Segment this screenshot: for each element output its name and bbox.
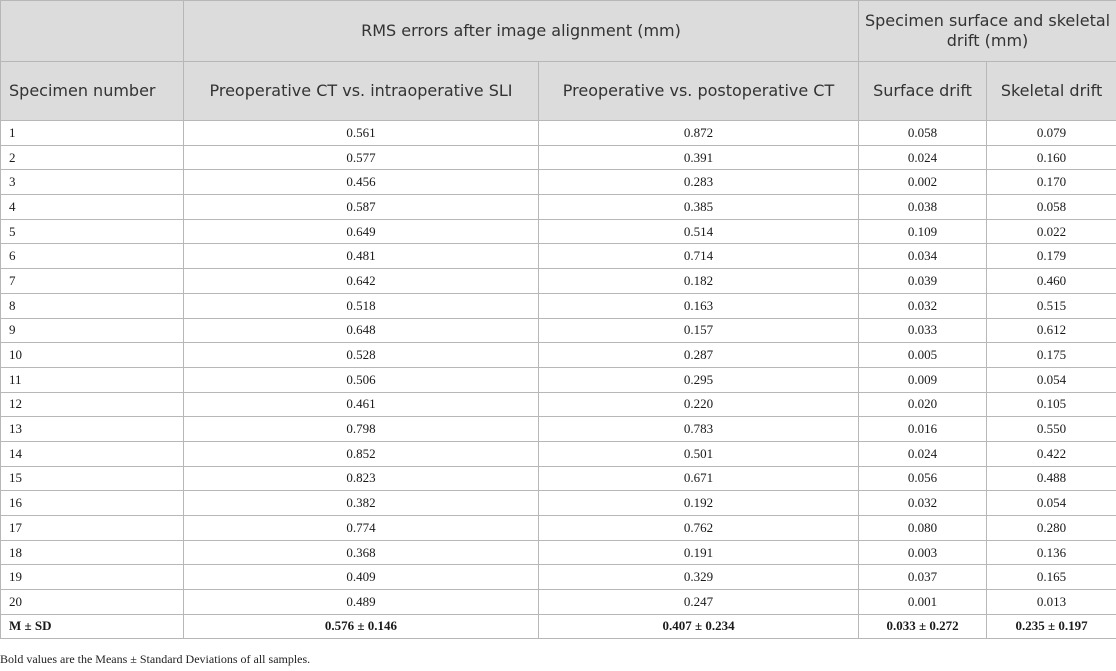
specimen-number-cell: 16 — [1, 491, 184, 516]
summary-specimen-number-cell: M ± SD — [1, 614, 184, 638]
pre-post-ct-cell: 0.287 — [539, 343, 859, 368]
surface-drift-cell: 0.033 — [859, 318, 987, 343]
pre-post-ct-cell: 0.163 — [539, 293, 859, 318]
group-header-drift: Specimen surface and skeletal drift (mm) — [859, 1, 1116, 62]
skeletal-drift-cell: 0.105 — [987, 392, 1116, 417]
table-row — [1, 441, 1116, 466]
specimen-number-cell: 9 — [1, 318, 184, 343]
surface-drift-cell: 0.109 — [859, 219, 987, 244]
pre-ct-sli-cell: 0.852 — [184, 441, 539, 466]
pre-ct-sli-cell: 0.642 — [184, 269, 539, 294]
specimen-number-cell: 12 — [1, 392, 184, 417]
skeletal-drift-cell: 0.179 — [987, 244, 1116, 269]
specimen-number-cell: 15 — [1, 466, 184, 491]
specimen-number-cell: 18 — [1, 540, 184, 565]
pre-ct-sli-cell: 0.518 — [184, 293, 539, 318]
pre-post-ct-cell: 0.192 — [539, 491, 859, 516]
column-header-row — [1, 62, 1116, 121]
table-footnote: Bold values are the Means ± Standard Deviations of all samples. — [0, 652, 311, 666]
specimen-number-cell: 7 — [1, 269, 184, 294]
pre-ct-sli-cell: 0.368 — [184, 540, 539, 565]
skeletal-drift-cell: 0.488 — [987, 466, 1116, 491]
surface-drift-cell: 0.016 — [859, 417, 987, 442]
table-row — [1, 195, 1116, 220]
surface-drift-cell: 0.024 — [859, 145, 987, 170]
surface-drift-cell: 0.003 — [859, 540, 987, 565]
pre-post-ct-cell: 0.191 — [539, 540, 859, 565]
pre-post-ct-cell: 0.762 — [539, 516, 859, 541]
pre-post-ct-cell: 0.714 — [539, 244, 859, 269]
specimen-number-cell: 2 — [1, 145, 184, 170]
pre-post-ct-cell: 0.295 — [539, 367, 859, 392]
summary-skeletal-drift-cell: 0.235 ± 0.197 — [987, 614, 1116, 638]
specimen-number-cell: 19 — [1, 565, 184, 590]
specimen-number-cell: 6 — [1, 244, 184, 269]
column-header-pre-ct-sli: Preoperative CT vs. intraoperative SLI — [184, 62, 539, 121]
pre-ct-sli-cell: 0.587 — [184, 195, 539, 220]
pre-ct-sli-cell: 0.456 — [184, 170, 539, 195]
pre-post-ct-cell: 0.157 — [539, 318, 859, 343]
pre-ct-sli-cell: 0.561 — [184, 121, 539, 146]
pre-post-ct-cell: 0.501 — [539, 441, 859, 466]
pre-ct-sli-cell: 0.577 — [184, 145, 539, 170]
specimen-number-cell: 11 — [1, 367, 184, 392]
table-row — [1, 491, 1116, 516]
summary-surface-drift-cell: 0.033 ± 0.272 — [859, 614, 987, 638]
pre-ct-sli-cell: 0.823 — [184, 466, 539, 491]
table-row — [1, 244, 1116, 269]
surface-drift-cell: 0.038 — [859, 195, 987, 220]
surface-drift-cell: 0.009 — [859, 367, 987, 392]
table-row — [1, 392, 1116, 417]
pre-post-ct-cell: 0.329 — [539, 565, 859, 590]
surface-drift-cell: 0.001 — [859, 590, 987, 615]
table-row — [1, 367, 1116, 392]
surface-drift-cell: 0.005 — [859, 343, 987, 368]
table-row — [1, 269, 1116, 294]
column-header-surface-drift: Surface drift — [859, 62, 987, 121]
skeletal-drift-cell: 0.612 — [987, 318, 1116, 343]
table-row — [1, 145, 1116, 170]
table-row — [1, 417, 1116, 442]
table-row — [1, 565, 1116, 590]
table-row — [1, 318, 1116, 343]
specimen-number-cell: 8 — [1, 293, 184, 318]
specimen-number-cell: 4 — [1, 195, 184, 220]
surface-drift-cell: 0.056 — [859, 466, 987, 491]
table-row — [1, 540, 1116, 565]
specimen-number-cell: 5 — [1, 219, 184, 244]
skeletal-drift-cell: 0.165 — [987, 565, 1116, 590]
pre-post-ct-cell: 0.872 — [539, 121, 859, 146]
skeletal-drift-cell: 0.054 — [987, 491, 1116, 516]
skeletal-drift-cell: 0.136 — [987, 540, 1116, 565]
specimen-number-cell: 17 — [1, 516, 184, 541]
skeletal-drift-cell: 0.550 — [987, 417, 1116, 442]
pre-post-ct-cell: 0.385 — [539, 195, 859, 220]
pre-post-ct-cell: 0.283 — [539, 170, 859, 195]
table-row — [1, 516, 1116, 541]
table-row — [1, 466, 1116, 491]
column-header-skeletal-drift: Skeletal drift — [987, 62, 1116, 121]
surface-drift-cell: 0.080 — [859, 516, 987, 541]
surface-drift-cell: 0.024 — [859, 441, 987, 466]
skeletal-drift-cell: 0.054 — [987, 367, 1116, 392]
surface-drift-cell: 0.032 — [859, 293, 987, 318]
pre-ct-sli-cell: 0.648 — [184, 318, 539, 343]
pre-post-ct-cell: 0.514 — [539, 219, 859, 244]
skeletal-drift-cell: 0.022 — [987, 219, 1116, 244]
group-header-rms: RMS errors after image alignment (mm) — [184, 1, 859, 62]
surface-drift-cell: 0.058 — [859, 121, 987, 146]
surface-drift-cell: 0.020 — [859, 392, 987, 417]
pre-ct-sli-cell: 0.382 — [184, 491, 539, 516]
pre-ct-sli-cell: 0.481 — [184, 244, 539, 269]
summary-pre-post-ct-cell: 0.407 ± 0.234 — [539, 614, 859, 638]
skeletal-drift-cell: 0.170 — [987, 170, 1116, 195]
header-blank-cell — [1, 1, 184, 62]
summary-row — [1, 614, 1116, 638]
surface-drift-cell: 0.039 — [859, 269, 987, 294]
pre-ct-sli-cell: 0.649 — [184, 219, 539, 244]
skeletal-drift-cell: 0.013 — [987, 590, 1116, 615]
table-row — [1, 343, 1116, 368]
pre-ct-sli-cell: 0.506 — [184, 367, 539, 392]
specimen-number-cell: 10 — [1, 343, 184, 368]
pre-post-ct-cell: 0.247 — [539, 590, 859, 615]
skeletal-drift-cell: 0.079 — [987, 121, 1116, 146]
pre-post-ct-cell: 0.182 — [539, 269, 859, 294]
skeletal-drift-cell: 0.160 — [987, 145, 1116, 170]
table-row — [1, 590, 1116, 615]
pre-post-ct-cell: 0.783 — [539, 417, 859, 442]
group-header-row — [1, 1, 1116, 62]
pre-ct-sli-cell: 0.489 — [184, 590, 539, 615]
column-header-specimen: Specimen number — [1, 62, 184, 121]
skeletal-drift-cell: 0.280 — [987, 516, 1116, 541]
specimen-number-cell: 3 — [1, 170, 184, 195]
specimen-number-cell: 13 — [1, 417, 184, 442]
specimen-number-cell: 1 — [1, 121, 184, 146]
table-row — [1, 219, 1116, 244]
pre-ct-sli-cell: 0.409 — [184, 565, 539, 590]
summary-pre-ct-sli-cell: 0.576 ± 0.146 — [184, 614, 539, 638]
table-row — [1, 293, 1116, 318]
pre-ct-sli-cell: 0.461 — [184, 392, 539, 417]
pre-post-ct-cell: 0.671 — [539, 466, 859, 491]
surface-drift-cell: 0.037 — [859, 565, 987, 590]
table-body — [1, 121, 1116, 639]
pre-post-ct-cell: 0.220 — [539, 392, 859, 417]
table-row — [1, 121, 1116, 146]
pre-ct-sli-cell: 0.798 — [184, 417, 539, 442]
skeletal-drift-cell: 0.515 — [987, 293, 1116, 318]
table-row — [1, 170, 1116, 195]
surface-drift-cell: 0.034 — [859, 244, 987, 269]
skeletal-drift-cell: 0.058 — [987, 195, 1116, 220]
skeletal-drift-cell: 0.175 — [987, 343, 1116, 368]
pre-post-ct-cell: 0.391 — [539, 145, 859, 170]
specimen-number-cell: 20 — [1, 590, 184, 615]
skeletal-drift-cell: 0.460 — [987, 269, 1116, 294]
column-header-pre-post-ct: Preoperative vs. postoperative CT — [539, 62, 859, 121]
specimen-number-cell: 14 — [1, 441, 184, 466]
skeletal-drift-cell: 0.422 — [987, 441, 1116, 466]
pre-ct-sli-cell: 0.528 — [184, 343, 539, 368]
surface-drift-cell: 0.002 — [859, 170, 987, 195]
pre-ct-sli-cell: 0.774 — [184, 516, 539, 541]
surface-drift-cell: 0.032 — [859, 491, 987, 516]
